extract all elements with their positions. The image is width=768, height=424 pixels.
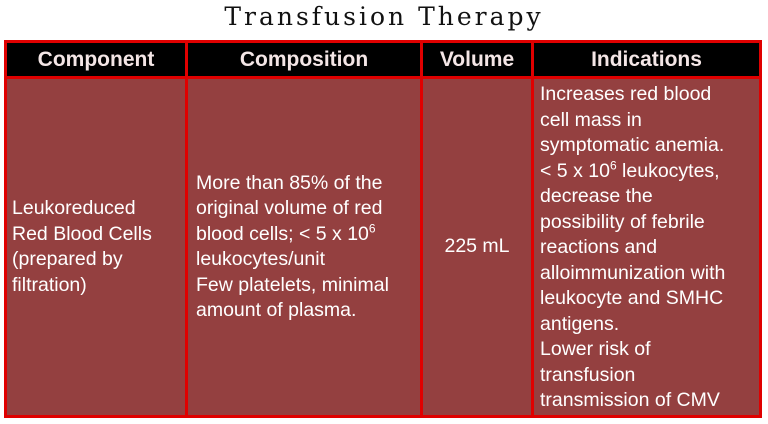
- indications-line4-pre: < 5 x 10: [540, 159, 610, 182]
- superscript-exponent: 6: [609, 158, 617, 172]
- composition-line: leukocytes/unit: [196, 248, 325, 270]
- volume-value: 225 mL: [444, 235, 510, 258]
- page-title: Transfusion Therapy: [224, 2, 544, 31]
- indications-line4-post: leukocytes,: [616, 159, 720, 182]
- composition-line: [196, 222, 389, 248]
- indications-line: [540, 159, 725, 185]
- composition-line3-text: blood cells; < 5 x 10: [196, 222, 369, 245]
- cell-component: [7, 79, 185, 415]
- indications-line: reactions and: [540, 236, 658, 258]
- composition-line: original volume of red: [196, 197, 383, 219]
- indications-text: [540, 82, 725, 414]
- composition-line: More than 85% of the: [196, 171, 383, 194]
- component-line: Red Blood Cells: [12, 222, 152, 245]
- header-component: Component: [7, 43, 185, 76]
- cell-volume: [423, 79, 531, 415]
- indications-line: leukocyte and SMHC: [540, 287, 724, 309]
- indications-line: cell mass in: [540, 108, 642, 131]
- transfusion-table: [4, 40, 762, 418]
- indications-line: antigens.: [540, 312, 620, 335]
- indications-line: symptomatic anemia.: [540, 134, 725, 156]
- cell-composition: [188, 79, 420, 415]
- component-line: filtration): [12, 273, 87, 296]
- superscript-exponent: 6: [368, 221, 376, 235]
- indications-line: alloimmunization with: [540, 261, 726, 284]
- header-composition: Composition: [188, 43, 420, 76]
- indications-line: possibility of febrile: [540, 210, 705, 233]
- header-volume: Volume: [423, 43, 531, 76]
- component-text: [12, 196, 152, 298]
- indications-line: decrease the: [540, 185, 653, 207]
- indications-line: Increases red blood: [540, 83, 712, 105]
- component-line: Leukoreduced: [12, 197, 136, 219]
- indications-line: transmission of CMV: [540, 389, 720, 411]
- indications-line: Lower risk of: [540, 338, 651, 360]
- composition-line: Few platelets, minimal: [196, 273, 389, 296]
- composition-text: [196, 171, 389, 324]
- cell-indications: [534, 79, 759, 415]
- component-line: (prepared by: [12, 248, 123, 270]
- composition-line: amount of plasma.: [196, 299, 357, 321]
- indications-line: transfusion: [540, 363, 636, 386]
- header-indications: Indications: [534, 43, 759, 76]
